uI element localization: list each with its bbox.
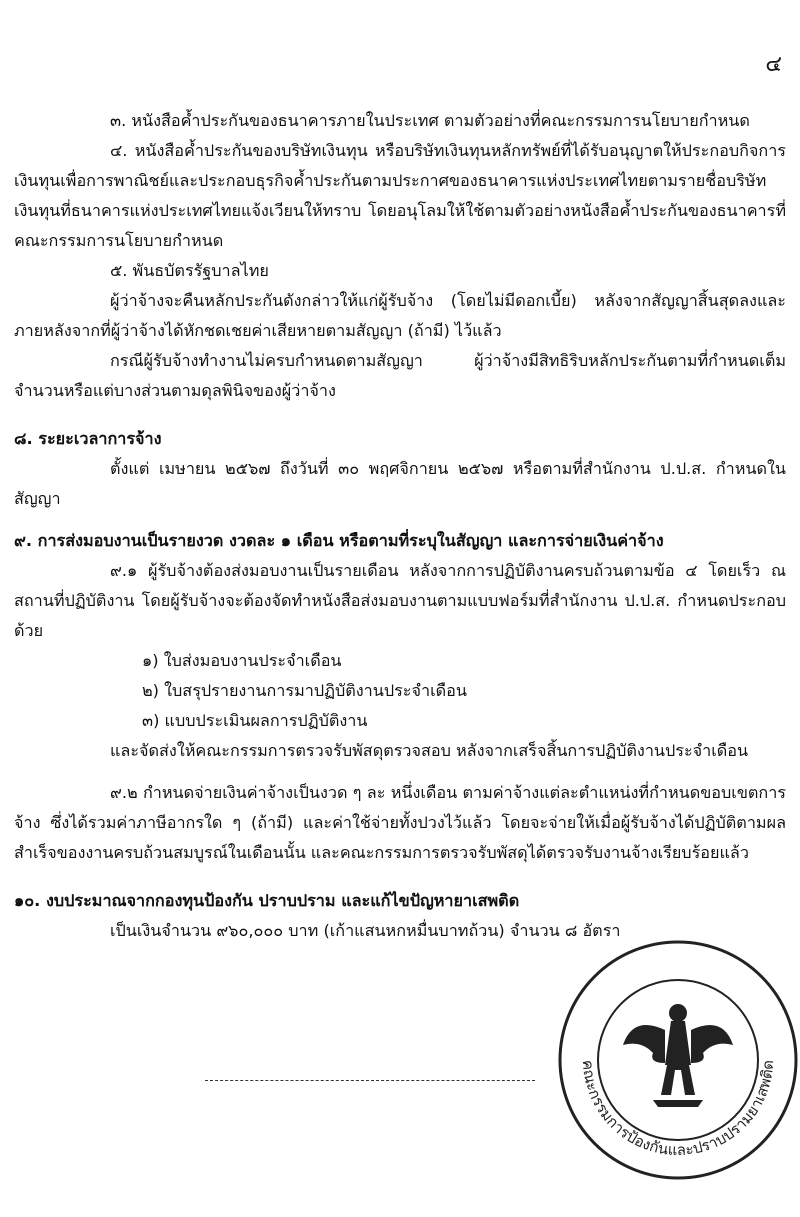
clause-9-1-paragraph: ๙.๑ ผู้รับจ้างต้องส่งมอบงานเป็นรายเดือน หลังจากการปฏิบัติงานครบถ้วนตามข้อ ๔ โดยเร็ว ณ สถานที่ปฏิบัติงาน โดยผู้รับจ้างจะต้องจัดทำหนังสือส่งมอบงานตามแบบฟอร์มที่สำนักงาน ป.ป.ส. กำหนดประกอบด้วย [14,561,786,640]
guarantee-forfeit-paragraph: กรณีผู้รับจ้างทำงานไม่ครบกำหนดตามสัญญา ผู้ว่าจ้างมีสิทธิริบหลักประกันตามที่กำหนดเต็มจำนวนหรือแต่บางส่วนตามดุลพินิจของผู้ว่าจ้าง [14,351,786,400]
section-9-heading: ๙. การส่งมอบงานเป็นรายงวด งวดละ ๑ เดือน หรือตามที่ระบุในสัญญา และการจ่ายเงินค่าจ้าง [14,531,664,550]
guarantee-return-paragraph: ผู้ว่าจ้างจะคืนหลักประกันดังกล่าวให้แก่ผู้รับจ้าง (โดยไม่มีดอกเบี้ย) หลังจากสัญญาสิ้นสุดลงและภายหลังจากที่ผู้ว่าจ้างได้หักชดเชยค่าเสียหายตามสัญญา (ถ้ามี) ไว้แล้ว [14,291,786,340]
official-seal [553,935,800,1185]
clause-4-finance-company-guarantee: ๔. หนังสือค้ำประกันของบริษัทเงินทุน หรือบริษัทเงินทุนหลักทรัพย์ที่ได้รับอนุญาตให้ประกอบกิจการเงินทุนเพื่อการพาณิชย์และประกอบธุรกิจค้ำประกันตามประกาศของธนาคารแห่งประเทศไทยตามรายชื่อบริษัทเงินทุนที่ธนาคารแห่งประเทศไทยแจ้งเวียนให้ทราบ โดยอนุโลมให้ใช้ตามตัวอย่างหนังสือค้ำประกันของธนาคารที่คณะกรรมการนโยบายกำหนด [14,141,786,250]
signature-line [205,1080,535,1081]
section-10-heading: ๑๐. งบประมาณจากกองทุนป้องกัน ปราบปราม และแก้ไขปัญหายาเสพติด [14,891,520,910]
document-body [14,106,786,946]
employment-period-paragraph: ตั้งแต่ เมษายน ๒๕๖๗ ถึงวันที่ ๓๐ พฤศจิกายน ๒๕๖๗ หรือตามที่สำนักงาน ป.ป.ส. กำหนดในสัญญา [14,459,786,508]
deliverable-item: ๑) ใบส่งมอบงานประจำเดือน [142,651,342,670]
clause-5-government-bond: ๕. พันธบัตรรัฐบาลไทย [110,261,269,280]
section-8-heading: ๘. ระยะเวลาการจ้าง [14,429,162,448]
garuda-emblem-icon [623,1004,733,1107]
seal-text: คณะกรรมการป้องกันและปราบปรามยาเสพติด [578,1059,778,1160]
submission-paragraph: และจัดส่งให้คณะกรรมการตรวจรับพัสดุตรวจสอบ หลังจากเสร็จสิ้นการปฏิบัติงานประจำเดือน [110,741,749,760]
clause-9-2-paragraph: ๙.๒ กำหนดจ่ายเงินค่าจ้างเป็นงวด ๆ ละ หนึ่งเดือน ตามค่าจ้างแต่ละตำแหน่งที่กำหนดขอบเขตการจ้าง ซึ่งได้รวมค่าภาษีอากรใด ๆ (ถ้ามี) และค่าใช้จ่ายทั้งปวงไว้แล้ว โดยจะจ่ายให้เมื่อผู้รับจ้างได้ปฏิบัติตามผลสำเร็จของงานครบถ้วนสมบูรณ์ในเดือนนั้น และคณะกรรมการตรวจรับพัสดุได้ตรวจรับงานจ้างเรียบร้อยแล้ว [14,783,786,862]
budget-paragraph: เป็นเงินจำนวน ๙๖๐,๐๐๐ บาท (เก้าแสนหกหมื่นบาทถ้วน) จำนวน ๘ อัตรา [110,921,621,940]
deliverable-item: ๓) แบบประเมินผลการปฏิบัติงาน [142,711,368,730]
deliverable-item: ๒) ใบสรุปรายงานการมาปฏิบัติงานประจำเดือน [142,681,467,700]
clause-3-bank-guarantee: ๓. หนังสือค้ำประกันของธนาคารภายในประเทศ ตามตัวอย่างที่คณะกรรมการนโยบายกำหนด [110,111,750,130]
page-number: ๔ [765,52,782,77]
